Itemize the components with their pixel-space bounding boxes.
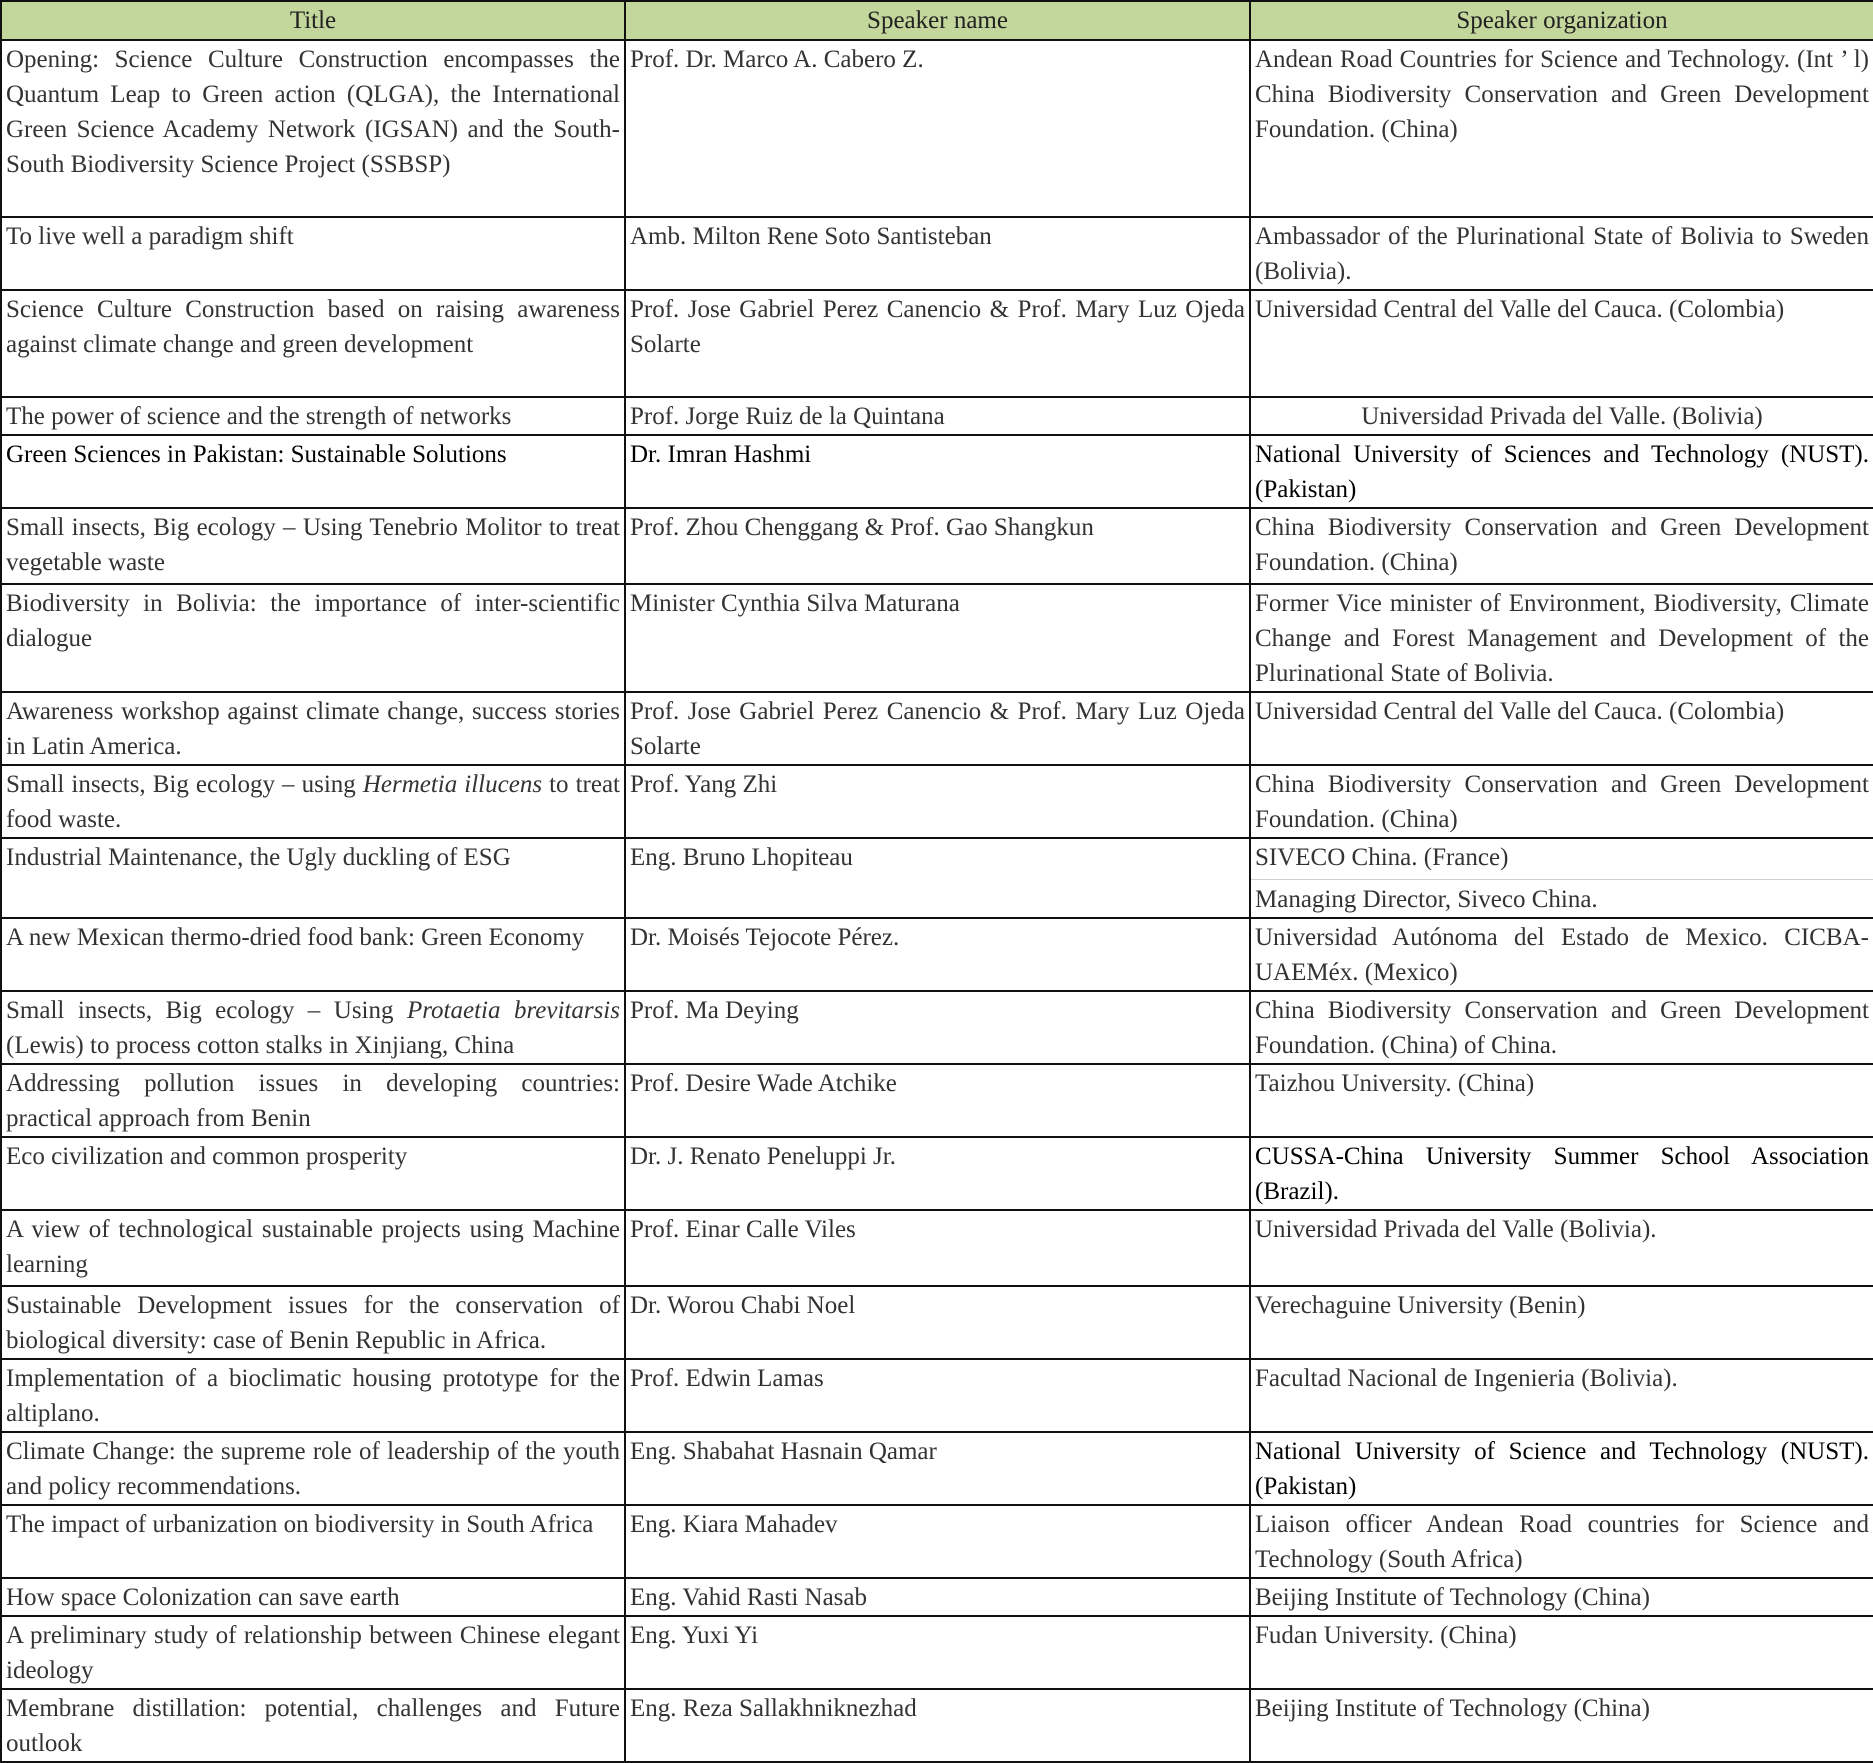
title-cell: Science Culture Construction based on raising awareness against climate change and green development bbox=[1, 290, 625, 397]
organization-cell: Fudan University. (China) bbox=[1250, 1616, 1873, 1689]
title-cell: A view of technological sustainable projects using Machine learning bbox=[1, 1210, 625, 1286]
title-cell: Addressing pollution issues in developing countries: practical approach from Benin bbox=[1, 1064, 625, 1137]
organization-cell: Universidad Autónoma del Estado de Mexico. CICBA-UAEMéx. (Mexico) bbox=[1250, 918, 1873, 991]
speaker-cell: Dr. Moisés Tejocote Pérez. bbox=[625, 918, 1250, 991]
speaker-cell: Eng. Reza Sallakhniknezhad bbox=[625, 1689, 1250, 1762]
organization-text: SIVECO China. (France) bbox=[1255, 844, 1509, 871]
speaker-cell: Eng. Vahid Rasti Nasab bbox=[625, 1578, 1250, 1616]
organization-cell: Facultad Nacional de Ingenieria (Bolivia). bbox=[1250, 1359, 1873, 1432]
title-cell: A new Mexican thermo-dried food bank: Green Economy bbox=[1, 918, 625, 991]
speaker-cell: Prof. Jose Gabriel Perez Canencio & Prof. Mary Luz Ojeda Solarte bbox=[625, 692, 1250, 765]
title-cell: Industrial Maintenance, the Ugly duckling of ESG bbox=[1, 838, 625, 918]
speaker-cell: Prof. Einar Calle Viles bbox=[625, 1210, 1250, 1286]
table-row bbox=[1, 1505, 1873, 1578]
title-cell bbox=[1, 991, 625, 1064]
column-header-speaker-organization: Speaker organization bbox=[1250, 1, 1873, 40]
header-row bbox=[1, 1, 1873, 40]
table-row bbox=[1, 1286, 1873, 1359]
species-name: Hermetia illucens bbox=[362, 771, 543, 798]
speaker-cell: Eng. Shabahat Hasnain Qamar bbox=[625, 1432, 1250, 1505]
speaker-cell: Prof. Dr. Marco A. Cabero Z. bbox=[625, 40, 1250, 217]
column-header-title: Title bbox=[1, 1, 625, 40]
species-name: Protaetia brevitarsis bbox=[406, 997, 620, 1024]
speaker-cell: Prof. Desire Wade Atchike bbox=[625, 1064, 1250, 1137]
table-row bbox=[1, 1064, 1873, 1137]
table-row bbox=[1, 40, 1873, 217]
table-row bbox=[1, 1210, 1873, 1286]
organization-cell: Universidad Privada del Valle. (Bolivia) bbox=[1250, 397, 1873, 435]
title-cell: Eco civilization and common prosperity bbox=[1, 1137, 625, 1210]
organization-cell: Ambassador of the Plurinational State of Bolivia to Sweden (Bolivia). bbox=[1250, 217, 1873, 290]
table-row bbox=[1, 397, 1873, 435]
title-text: to treat food waste. bbox=[6, 771, 621, 833]
title-text: Small insects, Big ecology – using bbox=[6, 771, 363, 798]
organization-cell: Universidad Central del Valle del Cauca. (Colombia) bbox=[1250, 290, 1873, 397]
organization-cell: Universidad Central del Valle del Cauca. (Colombia) bbox=[1250, 692, 1873, 765]
speaker-cell: Eng. Yuxi Yi bbox=[625, 1616, 1250, 1689]
title-cell: Green Sciences in Pakistan: Sustainable Solutions bbox=[1, 435, 625, 508]
title-cell: Sustainable Development issues for the conservation of biological diversity: case of Benin Republic in Africa. bbox=[1, 1286, 625, 1359]
organization-cell: Liaison officer Andean Road countries for Science and Technology (South Africa) bbox=[1250, 1505, 1873, 1578]
table-row bbox=[1, 1359, 1873, 1432]
organization-subtext: Managing Director, Siveco China. bbox=[1251, 879, 1873, 917]
table-row bbox=[1, 765, 1873, 838]
table-row bbox=[1, 1578, 1873, 1616]
table-row bbox=[1, 508, 1873, 584]
organization-cell: Verechaguine University (Benin) bbox=[1250, 1286, 1873, 1359]
title-cell: Biodiversity in Bolivia: the importance of inter-scientific dialogue bbox=[1, 584, 625, 692]
table-row bbox=[1, 991, 1873, 1064]
organization-cell bbox=[1250, 838, 1873, 918]
title-cell: To live well a paradigm shift bbox=[1, 217, 625, 290]
organization-cell: China Biodiversity Conservation and Green Development Foundation. (China) bbox=[1250, 765, 1873, 838]
table-row bbox=[1, 838, 1873, 918]
organization-cell: Universidad Privada del Valle (Bolivia). bbox=[1250, 1210, 1873, 1286]
speaker-cell: Prof. Ma Deying bbox=[625, 991, 1250, 1064]
organization-cell: Beijing Institute of Technology (China) bbox=[1250, 1689, 1873, 1762]
title-cell: Implementation of a bioclimatic housing prototype for the altiplano. bbox=[1, 1359, 625, 1432]
speaker-cell: Dr. Worou Chabi Noel bbox=[625, 1286, 1250, 1359]
table-row bbox=[1, 918, 1873, 991]
title-cell: A preliminary study of relationship between Chinese elegant ideology bbox=[1, 1616, 625, 1689]
table-row bbox=[1, 1432, 1873, 1505]
title-cell: Small insects, Big ecology – Using Tenebrio Molitor to treat vegetable waste bbox=[1, 508, 625, 584]
title-cell: Climate Change: the supreme role of leadership of the youth and policy recommendations. bbox=[1, 1432, 625, 1505]
table-row bbox=[1, 692, 1873, 765]
organization-cell: Andean Road Countries for Science and Technology. (Int ’ l) China Biodiversity Conservation and Green Development Foundation. (China) bbox=[1250, 40, 1873, 217]
title-cell: The impact of urbanization on biodiversity in South Africa bbox=[1, 1505, 625, 1578]
speaker-cell: Eng. Bruno Lhopiteau bbox=[625, 838, 1250, 918]
speaker-cell: Prof. Jose Gabriel Perez Canencio & Prof. Mary Luz Ojeda Solarte bbox=[625, 290, 1250, 397]
organization-cell: Beijing Institute of Technology (China) bbox=[1250, 1578, 1873, 1616]
title-text: Small insects, Big ecology – Using bbox=[6, 997, 407, 1024]
organization-cell: Taizhou University. (China) bbox=[1250, 1064, 1873, 1137]
organization-cell: CUSSA-China University Summer School Association (Brazil). bbox=[1250, 1137, 1873, 1210]
title-cell: The power of science and the strength of networks bbox=[1, 397, 625, 435]
speaker-cell: Amb. Milton Rene Soto Santisteban bbox=[625, 217, 1250, 290]
organization-cell: National University of Science and Technology (NUST). (Pakistan) bbox=[1250, 1432, 1873, 1505]
organization-cell: National University of Sciences and Technology (NUST). (Pakistan) bbox=[1250, 435, 1873, 508]
title-cell bbox=[1, 765, 625, 838]
table-row bbox=[1, 1689, 1873, 1762]
speaker-cell: Prof. Yang Zhi bbox=[625, 765, 1250, 838]
speaker-cell: Prof. Edwin Lamas bbox=[625, 1359, 1250, 1432]
organization-cell: China Biodiversity Conservation and Green Development Foundation. (China) of China. bbox=[1250, 991, 1873, 1064]
speaker-cell: Dr. Imran Hashmi bbox=[625, 435, 1250, 508]
table-row bbox=[1, 584, 1873, 692]
title-text: (Lewis) to process cotton stalks in Xinjiang, China bbox=[6, 1032, 515, 1059]
column-header-speaker-name: Speaker name bbox=[625, 1, 1250, 40]
speaker-cell: Dr. J. Renato Peneluppi Jr. bbox=[625, 1137, 1250, 1210]
title-cell: Membrane distillation: potential, challenges and Future outlook bbox=[1, 1689, 625, 1762]
speaker-cell: Minister Cynthia Silva Maturana bbox=[625, 584, 1250, 692]
table-row bbox=[1, 1616, 1873, 1689]
speaker-cell: Prof. Zhou Chenggang & Prof. Gao Shangkun bbox=[625, 508, 1250, 584]
speaker-cell: Eng. Kiara Mahadev bbox=[625, 1505, 1250, 1578]
table-row bbox=[1, 217, 1873, 290]
table-row bbox=[1, 435, 1873, 508]
speaker-cell: Prof. Jorge Ruiz de la Quintana bbox=[625, 397, 1250, 435]
table-row bbox=[1, 290, 1873, 397]
title-cell: Awareness workshop against climate change, success stories in Latin America. bbox=[1, 692, 625, 765]
title-cell: How space Colonization can save earth bbox=[1, 1578, 625, 1616]
organization-cell: China Biodiversity Conservation and Green Development Foundation. (China) bbox=[1250, 508, 1873, 584]
title-cell: Opening: Science Culture Construction encompasses the Quantum Leap to Green action (QLGA), the International Green Science Academy Network (IGSAN) and the South-South Biodiversity Science Project (SSBSP) bbox=[1, 40, 625, 217]
table-row bbox=[1, 1137, 1873, 1210]
organization-cell: Former Vice minister of Environment, Biodiversity, Climate Change and Forest Management and Development of the Plurinational State of Bolivia. bbox=[1250, 584, 1873, 692]
